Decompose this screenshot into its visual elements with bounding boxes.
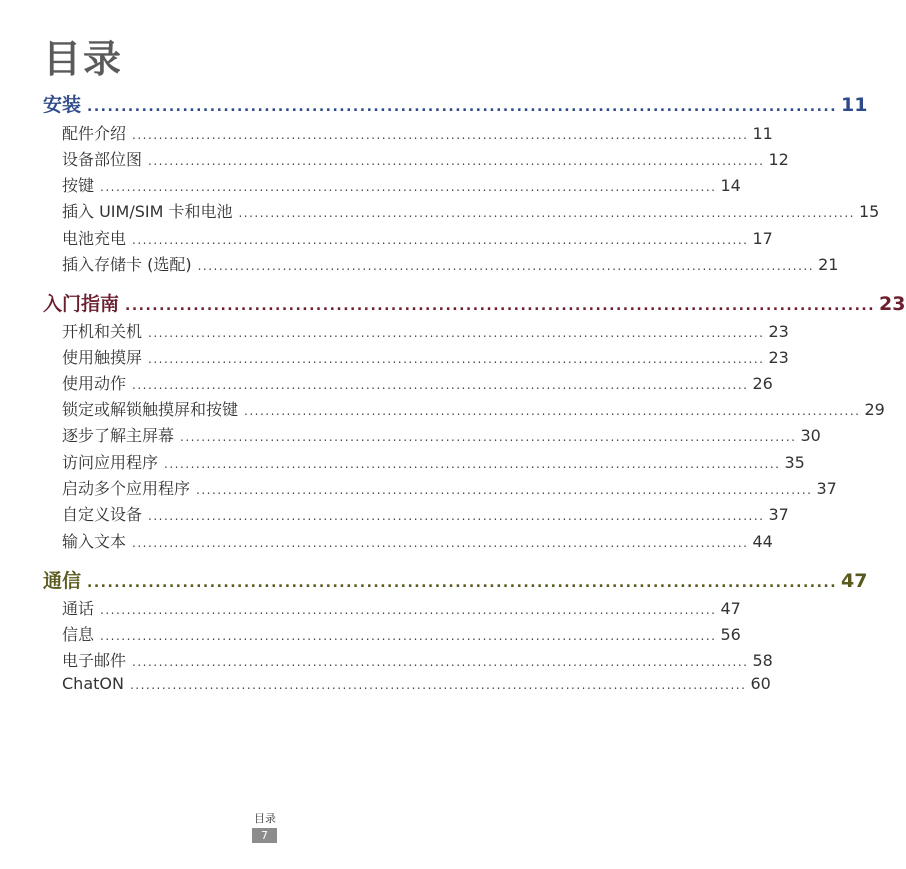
entry-label: 设备部位图 (62, 150, 143, 169)
dot-leader: .................................................................................................................... (244, 404, 861, 418)
toc-entry[interactable] (62, 173, 741, 196)
toc-entry[interactable] (62, 371, 773, 394)
entry-page-number: 12 (768, 150, 789, 169)
section-page-number: 11 (841, 94, 868, 116)
entry-page-number: 37 (816, 479, 837, 498)
entry-label: 使用触摸屏 (62, 348, 143, 367)
entry-label: 使用动作 (62, 374, 127, 393)
dot-leader: .................................................................................................................... (164, 457, 781, 471)
entry-page-number: 37 (768, 505, 789, 524)
dot-leader: .............................................................................................................. (87, 575, 838, 591)
dot-leader: .................................................................................................................... (132, 128, 749, 142)
toc-entry[interactable] (62, 319, 789, 342)
entry-label: ChatON (62, 674, 124, 693)
entry-page-number: 60 (750, 674, 771, 693)
entry-page-number: 26 (752, 374, 773, 393)
dot-leader: .................................................................................................................... (238, 206, 855, 220)
footer-page-number: 7 (252, 828, 277, 843)
entry-page-number: 35 (784, 453, 805, 472)
entry-label: 自定义设备 (62, 505, 143, 524)
entry-page-number: 29 (864, 400, 885, 419)
dot-leader: .................................................................................................................... (148, 509, 765, 523)
entry-page-number: 30 (800, 426, 821, 445)
dot-leader: .................................................................................................................... (196, 483, 813, 497)
toc-entry[interactable] (62, 450, 805, 473)
dot-leader: .................................................................................................................... (132, 378, 749, 392)
toc-entry[interactable] (62, 648, 773, 671)
entry-label: 信息 (62, 625, 95, 644)
footer-section-label: 目录 (254, 812, 276, 825)
entry-page-number: 14 (720, 176, 741, 195)
toc-entry[interactable] (62, 397, 885, 420)
entry-page-number: 11 (752, 124, 773, 143)
entry-page-number: 23 (768, 322, 789, 341)
dot-leader: .............................................................................................................. (125, 298, 876, 314)
toc-entry[interactable] (62, 226, 773, 249)
entry-label: 访问应用程序 (62, 453, 159, 472)
section-title: 入门指南 (43, 293, 120, 315)
toc-entry[interactable] (62, 345, 789, 368)
entry-page-number: 47 (720, 599, 741, 618)
entry-label: 逐步了解主屏幕 (62, 426, 175, 445)
dot-leader: .................................................................................................................... (132, 233, 749, 247)
entry-page-number: 58 (752, 651, 773, 670)
page-title: 目录 (43, 37, 124, 81)
section-page-number: 47 (841, 570, 868, 592)
entry-page-number: 23 (768, 348, 789, 367)
entry-label: 插入存储卡 (选配) (62, 255, 192, 274)
entry-label: 锁定或解锁触摸屏和按键 (62, 400, 239, 419)
toc-section-communication[interactable] (43, 566, 868, 593)
entry-label: 开机和关机 (62, 322, 143, 341)
dot-leader: .................................................................................................................... (100, 603, 717, 617)
toc-entry[interactable] (62, 252, 839, 275)
entry-label: 输入文本 (62, 532, 127, 551)
dot-leader: .................................................................................................................... (100, 180, 717, 194)
toc-entry[interactable] (62, 674, 771, 693)
dot-leader: .................................................................................................................... (148, 154, 765, 168)
entry-label: 配件介绍 (62, 124, 127, 143)
entry-label: 通话 (62, 599, 95, 618)
entry-page-number: 15 (858, 202, 880, 221)
entry-label: 插入 UIM/SIM 卡和电池 (62, 202, 233, 221)
entry-label: 启动多个应用程序 (62, 479, 191, 498)
entry-page-number: 17 (752, 229, 773, 248)
toc-section-getting-started[interactable] (43, 289, 906, 316)
entry-page-number: 21 (818, 255, 839, 274)
entry-page-number: 44 (752, 532, 773, 551)
toc-section-install[interactable] (43, 90, 868, 117)
toc-entry[interactable] (62, 423, 821, 446)
toc-entry[interactable] (62, 121, 773, 144)
dot-leader: .................................................................................................................... (132, 536, 749, 550)
entry-label: 电池充电 (62, 229, 127, 248)
toc-entry[interactable] (62, 596, 741, 619)
toc-entry[interactable] (62, 147, 789, 170)
dot-leader: .................................................................................................................... (148, 352, 765, 366)
dot-leader: .................................................................................................................... (148, 326, 765, 340)
toc-entry[interactable] (62, 622, 741, 645)
toc-entry[interactable] (62, 476, 837, 499)
dot-leader: .................................................................................................................... (129, 678, 747, 692)
toc-entry[interactable] (62, 199, 880, 222)
dot-leader: .................................................................................................................... (180, 430, 797, 444)
dot-leader: .................................................................................................................... (197, 259, 815, 273)
section-title: 通信 (43, 570, 82, 592)
toc-entry[interactable] (62, 502, 789, 525)
dot-leader: .................................................................................................................... (132, 655, 749, 669)
section-page-number: 23 (879, 293, 906, 315)
entry-label: 按键 (62, 176, 95, 195)
entry-page-number: 56 (720, 625, 741, 644)
section-title: 安装 (43, 94, 82, 116)
dot-leader: .............................................................................................................. (87, 99, 838, 115)
dot-leader: .................................................................................................................... (100, 629, 717, 643)
entry-label: 电子邮件 (62, 651, 127, 670)
toc-entry[interactable] (62, 529, 773, 552)
